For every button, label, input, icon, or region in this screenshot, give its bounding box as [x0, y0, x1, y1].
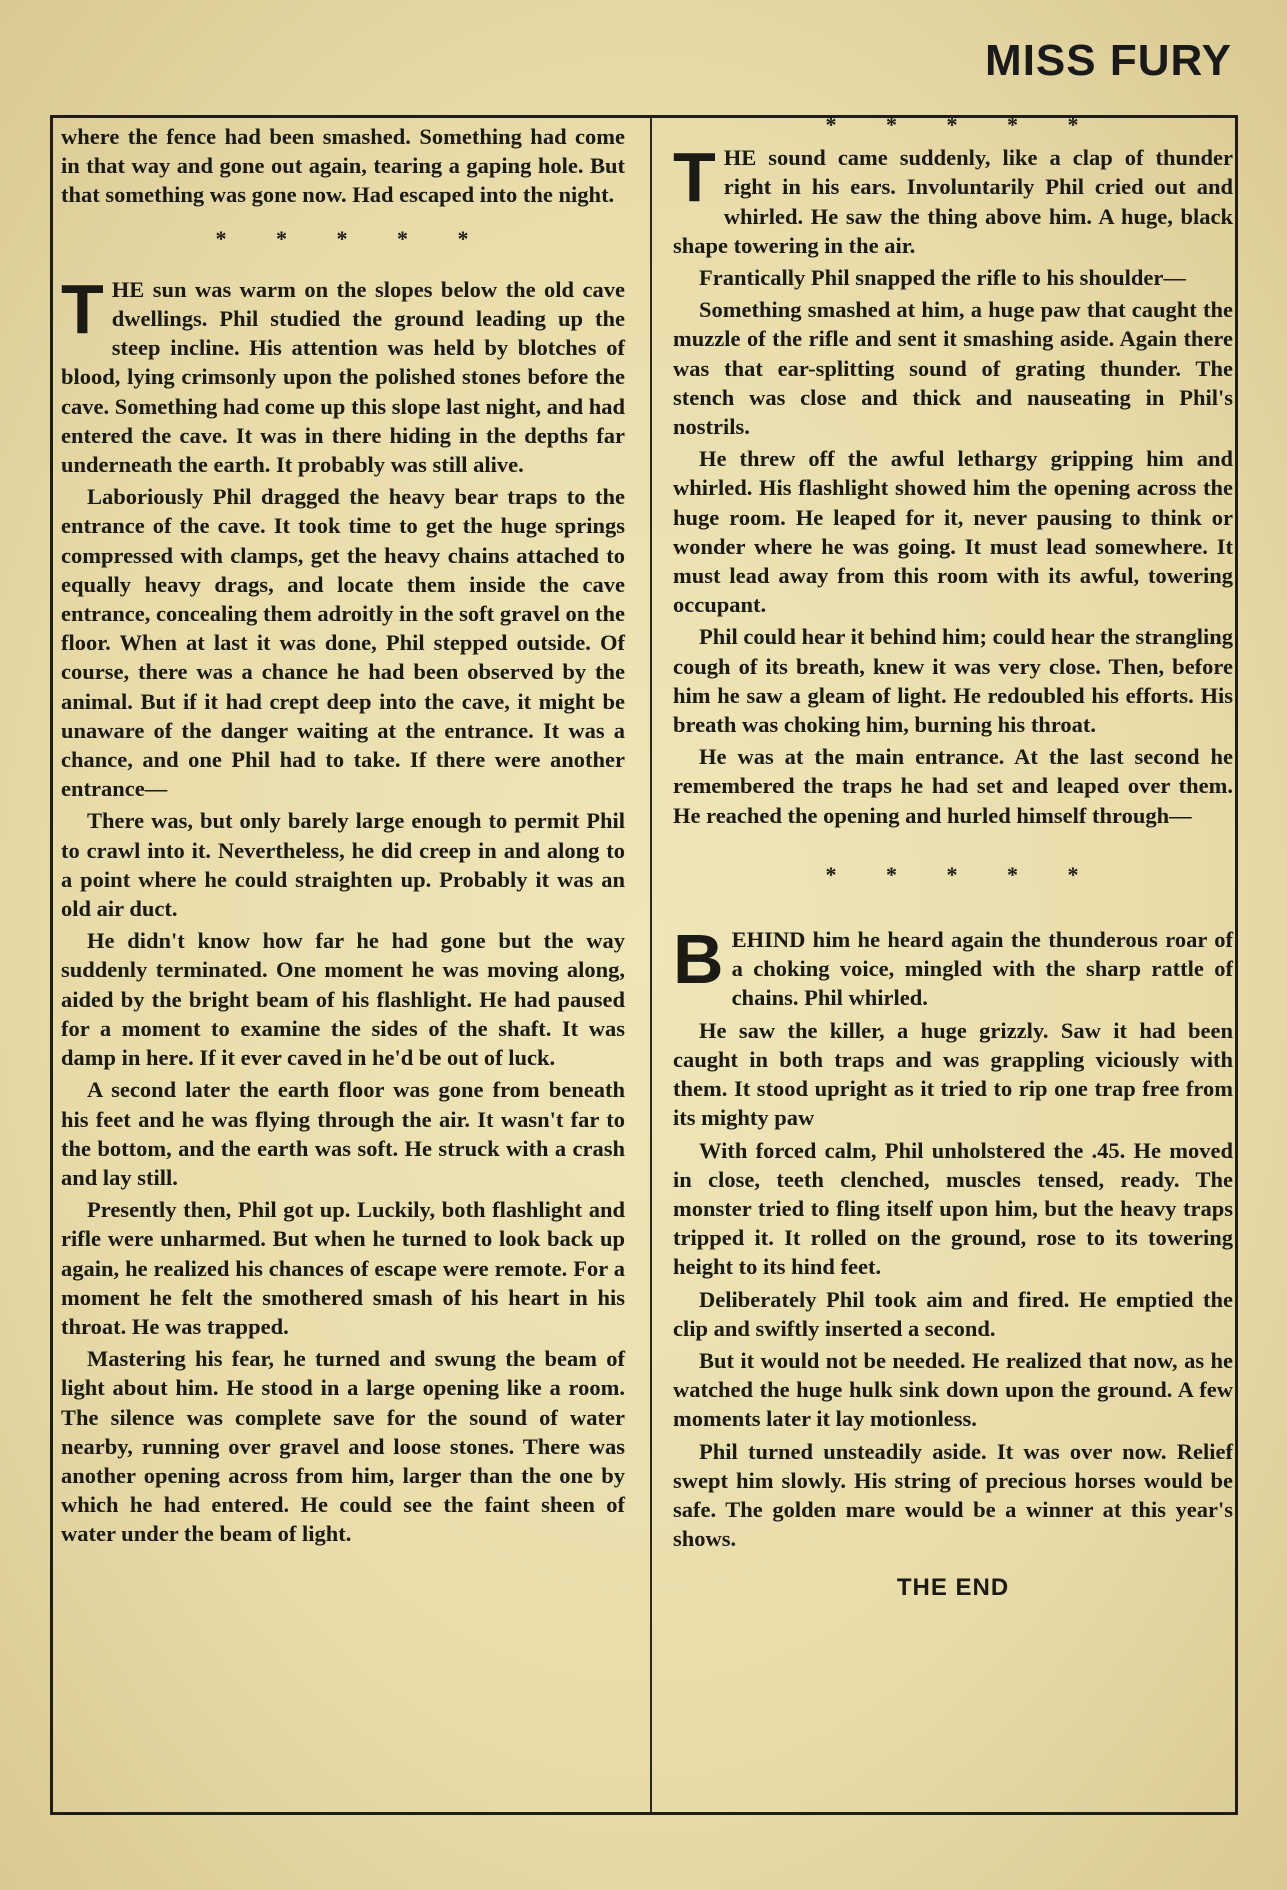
left-column [61, 122, 625, 1552]
paragraph-dropcap [673, 920, 1233, 1013]
paragraph: Presently then, Phil got up. Luckily, both flashlight and rifle were unharmed. But when he turned to look back up again, he realized his chances of escape were remote. For a moment he felt the smothered smash of his heart in his throat. He was trapped. [61, 1197, 625, 1339]
paragraph: Something smashed at him, a huge paw that caught the muzzle of the rifle and sent it smashing aside. Again there was that ear-splitting sound of grating thunder. The stench was close and thick and nauseating in Phil's nostrils. [673, 297, 1233, 440]
paragraph: But it would not be needed. He realized that now, as he watched the huge hulk sink down upon the ground. A few moments later it lay motionless. [673, 1347, 1233, 1432]
paragraph: Phil turned unsteadily aside. It was over now. Relief swept him slowly. His string of precious horses would be safe. The golden mare would be a winner at this year's shows. [673, 1438, 1233, 1552]
story-frame [50, 112, 1238, 1815]
paragraph: With forced calm, Phil unholstered the .45. He moved in close, teeth clenched, muscles tensed, ready. The monster tried to fling itself upon him, but the heavy traps tripped it. It rolled on the ground, rose to its towering height to its hind feet. [673, 1137, 1233, 1280]
paragraph: He didn't know how far he had gone but the way suddenly terminated. One moment he was moving along, aided by the bright beam of his flashlight. He had paused for a moment to examine the sides of the shaft. It was damp in here. If it ever caved in he'd be out of luck. [61, 928, 625, 1071]
paragraph: Laboriously Phil dragged the heavy bear traps to the entrance of the cave. It took time to get the huge springs compressed with clamps, get the heavy chains attached to equally heavy drags, and locate them inside the cave entrance, concealing them adroitly in the soft gravel on the floor. When at last it was done, Phil stepped outside. Of course, there was a chance he had been observed by the animal. But if it had crept deep into the cave, it might be unaware of the danger waiting at the entrance. It was a chance, and one Phil had to take. If there were another entrance— [61, 484, 625, 802]
drop-cap: T [673, 138, 716, 217]
paragraph: A second later the earth floor was gone from beneath his feet and he was flying through the air. It wasn't far to the bottom, and the earth was soft. He struck with a crash and lay still. [61, 1077, 625, 1190]
page-title: MISS FURY [985, 36, 1232, 85]
the-end-label: THE END [896, 1574, 1010, 1602]
paragraph: Deliberately Phil took aim and fired. He emptied the clip and swiftly inserted a second. [673, 1286, 1233, 1341]
paragraph: There was, but only barely large enough to permit Phil to crawl into it. Nevertheless, he did creep in and along to a point where he could straighten up. Probably it was an old air duct. [61, 808, 625, 922]
paragraph-text: HE sound came suddenly, like a clap of thunder right in his ears. Involuntarily Phil cried out and whirled. He saw the thing above him. A huge, black shape towering in the air. [673, 145, 1233, 258]
paragraph: He threw off the awful lethargy gripping him and whirled. His flashlight showed him the opening across the huge room. He leaped for it, never pausing to think or wonder where he was going. It must lead somewhere. It must lead away from this room with its awful, towering occupant. [673, 446, 1233, 618]
paragraph-dropcap [61, 269, 625, 479]
drop-cap: B [673, 920, 724, 999]
paragraph: Frantically Phil snapped the rifle to his shoulder— [699, 265, 1186, 291]
column-divider [650, 118, 652, 1812]
paragraph: He was at the main entrance. At the last second he remembered the traps he had set and leaped over them. He reached the opening and hurled himself through— [673, 744, 1233, 828]
paragraph-text: EHIND him he heard again the thunderous roar of a choking voice, mingled with the sharp rattle of chains. Phil whirled. [731, 927, 1233, 1011]
section-break-stars: * * * * * [215, 225, 471, 251]
paragraph: Phil could hear it behind him; could hear the strangling cough of its breath, knew it was very close. Then, before him he saw a gleam of light. He redoubled his efforts. His breath was choking him, burning his throat. [673, 624, 1233, 738]
section-break-stars: * * * * * [825, 112, 1081, 137]
drop-cap: T [61, 269, 104, 348]
paragraph: where the fence had been smashed. Something had come in that way and gone out again, tearing a gaping hole. But that something was gone now. Had escaped into the night. [61, 124, 625, 208]
right-column [673, 110, 1233, 1603]
paragraph-text: HE sun was warm on the slopes below the old cave dwellings. Phil studied the ground leading up the steep incline. His attention was held by blotches of blood, lying crimsonly upon the polished stones before the cave. Something had come up this slope last night, and had entered the cave. It was in there hiding in the depths far underneath the earth. It probably was still alive. [61, 276, 625, 478]
paragraph: Mastering his fear, he turned and swung the beam of light about him. He stood in a large opening like a room. The silence was complete save for the sound of water nearby, running over gravel and loose stones. There was another opening across from him, larger than the one by which he had entered. He could see the faint sheen of water under the beam of light. [61, 1346, 625, 1547]
paragraph-dropcap [673, 138, 1233, 260]
paragraph: He saw the killer, a huge grizzly. Saw it had been caught in both traps and was grappling viciously with them. It stood upright as it tried to rip one trap free from its mighty paw [673, 1017, 1233, 1131]
section-break-stars: * * * * * [825, 861, 1081, 887]
